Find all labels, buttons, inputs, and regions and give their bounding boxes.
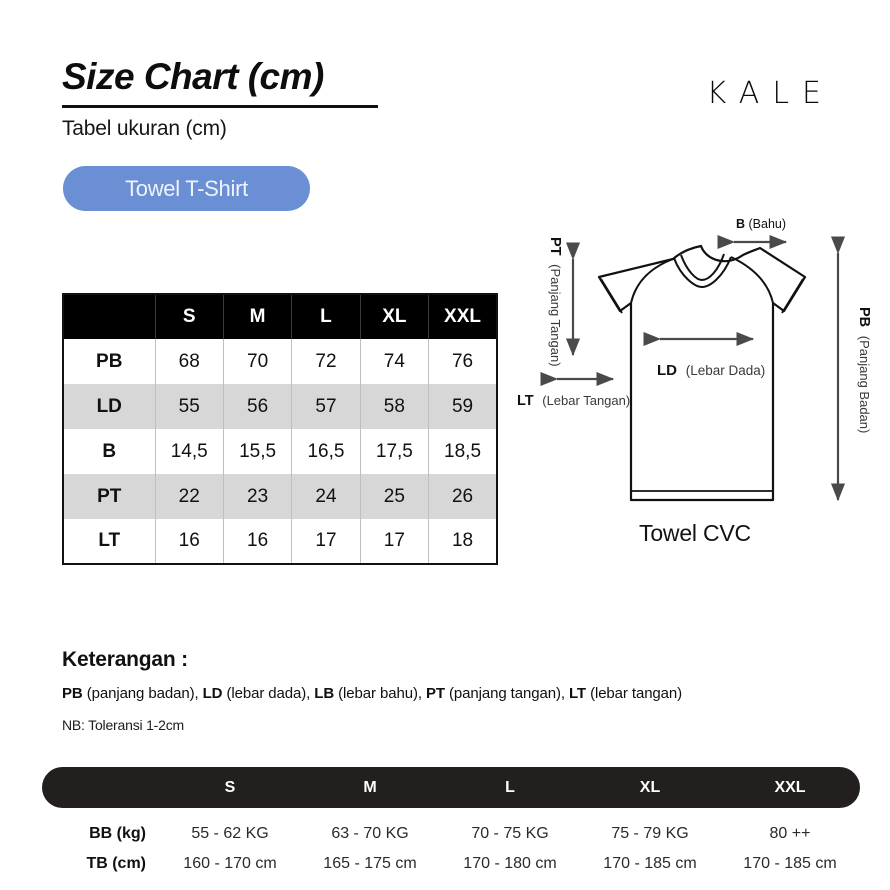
sleeve-width-label: LT (Lebar Tangan) bbox=[517, 393, 631, 409]
size-column-header: XL bbox=[360, 294, 428, 339]
body-value: 170 - 180 cm bbox=[463, 855, 557, 872]
shoulder-label: B (Bahu) bbox=[736, 217, 787, 231]
size-column-header: L bbox=[292, 294, 360, 339]
measure-value: 17 bbox=[292, 519, 360, 564]
measure-code: B bbox=[63, 429, 155, 474]
measure-value: 18,5 bbox=[429, 429, 497, 474]
title-underline bbox=[62, 105, 378, 108]
table-row bbox=[63, 519, 497, 564]
measure-code: PB bbox=[63, 339, 155, 384]
measure-code: LT bbox=[63, 519, 155, 564]
body-value: 70 - 75 KG bbox=[471, 825, 549, 842]
legend-note: NB: Toleransi 1-2cm bbox=[62, 717, 184, 733]
measure-value: 15,5 bbox=[223, 429, 291, 474]
measure-value: 16 bbox=[223, 519, 291, 564]
brand-logo: KALE bbox=[706, 76, 834, 111]
legend-title: Keterangan : bbox=[62, 648, 188, 671]
size-column-header: S bbox=[155, 294, 223, 339]
measure-value: 24 bbox=[292, 474, 360, 519]
body-size-header: S bbox=[224, 778, 236, 796]
page-header bbox=[62, 58, 862, 141]
body-value: 80 ++ bbox=[769, 825, 811, 842]
size-table-body bbox=[63, 339, 497, 564]
table-row bbox=[63, 474, 497, 519]
size-column-header: M bbox=[223, 294, 291, 339]
table-row bbox=[63, 339, 497, 384]
measure-value: 17 bbox=[360, 519, 428, 564]
body-value: 75 - 79 KG bbox=[611, 825, 689, 842]
measure-value: 58 bbox=[360, 384, 428, 429]
body-size-header: L bbox=[505, 778, 515, 796]
tshirt-measurement-diagram bbox=[505, 215, 885, 565]
legend-code: LD bbox=[202, 685, 223, 702]
measure-value: 55 bbox=[155, 384, 223, 429]
body-row-label: TB (cm) bbox=[86, 855, 146, 872]
measure-code: PT bbox=[63, 474, 155, 519]
measure-value: 22 bbox=[155, 474, 223, 519]
measure-value: 17,5 bbox=[360, 429, 428, 474]
measure-value: 56 bbox=[223, 384, 291, 429]
legend-code: LB bbox=[314, 685, 335, 702]
measure-code: LD bbox=[63, 384, 155, 429]
body-value: 55 - 62 KG bbox=[191, 825, 269, 842]
legend-code: PT bbox=[425, 685, 445, 702]
size-measurements-table bbox=[62, 293, 498, 565]
body-size-header: XXL bbox=[774, 778, 806, 796]
body-value: 63 - 70 KG bbox=[331, 825, 409, 842]
body-size-header: XL bbox=[639, 778, 661, 796]
page-title: Size Chart (cm) bbox=[62, 56, 324, 97]
legend-desc: (panjang badan), bbox=[82, 685, 203, 702]
legend-codes bbox=[62, 685, 862, 702]
tshirt-diagram-svg bbox=[505, 215, 885, 565]
body-value: 165 - 175 cm bbox=[323, 855, 417, 872]
measure-value: 26 bbox=[429, 474, 497, 519]
table-row bbox=[63, 384, 497, 429]
body-row-label: BB (kg) bbox=[89, 825, 146, 842]
category-badge bbox=[63, 166, 310, 211]
body-table-corner bbox=[42, 779, 160, 797]
page-subtitle: Tabel ukuran (cm) bbox=[62, 116, 227, 140]
size-table-head bbox=[63, 294, 497, 339]
legend-desc: (lebar tangan) bbox=[586, 685, 683, 702]
body-value: 160 - 170 cm bbox=[183, 855, 277, 872]
size-table-header-row bbox=[63, 294, 497, 339]
body-length-label: PB (Panjang Badan) bbox=[856, 307, 872, 434]
measure-value: 16 bbox=[155, 519, 223, 564]
size-column-header: XXL bbox=[429, 294, 497, 339]
table-row bbox=[63, 429, 497, 474]
chest-label: LD (Lebar Dada) bbox=[657, 362, 766, 379]
body-table-header-row bbox=[42, 767, 860, 808]
legend-desc: (lebar bahu), bbox=[334, 685, 426, 702]
measure-value: 76 bbox=[429, 339, 497, 384]
body-value: 170 - 185 cm bbox=[603, 855, 697, 872]
measure-value: 18 bbox=[429, 519, 497, 564]
legend-code: PB bbox=[62, 685, 83, 702]
sleeve-length-label: PT (Panjang Tangan) bbox=[547, 237, 563, 367]
table-row bbox=[42, 820, 860, 848]
body-size-header: M bbox=[363, 778, 377, 796]
category-badge-label: Towel T-Shirt bbox=[125, 175, 248, 201]
measure-value: 72 bbox=[292, 339, 360, 384]
measure-value: 57 bbox=[292, 384, 360, 429]
measure-value: 59 bbox=[429, 384, 497, 429]
measure-value: 74 bbox=[360, 339, 428, 384]
body-value: 170 - 185 cm bbox=[743, 855, 837, 872]
measure-value: 23 bbox=[223, 474, 291, 519]
legend-desc: (lebar dada), bbox=[222, 685, 315, 702]
table-row bbox=[42, 850, 860, 878]
measure-value: 25 bbox=[360, 474, 428, 519]
size-table-corner bbox=[63, 294, 155, 339]
diagram-caption: Towel CVC bbox=[639, 520, 751, 546]
legend-section bbox=[62, 648, 862, 733]
legend-code: LT bbox=[568, 685, 586, 702]
measure-value: 70 bbox=[223, 339, 291, 384]
body-size-table bbox=[42, 767, 860, 878]
measure-value: 14,5 bbox=[155, 429, 223, 474]
measure-value: 68 bbox=[155, 339, 223, 384]
legend-desc: (panjang tangan), bbox=[444, 685, 569, 702]
measure-value: 16,5 bbox=[292, 429, 360, 474]
